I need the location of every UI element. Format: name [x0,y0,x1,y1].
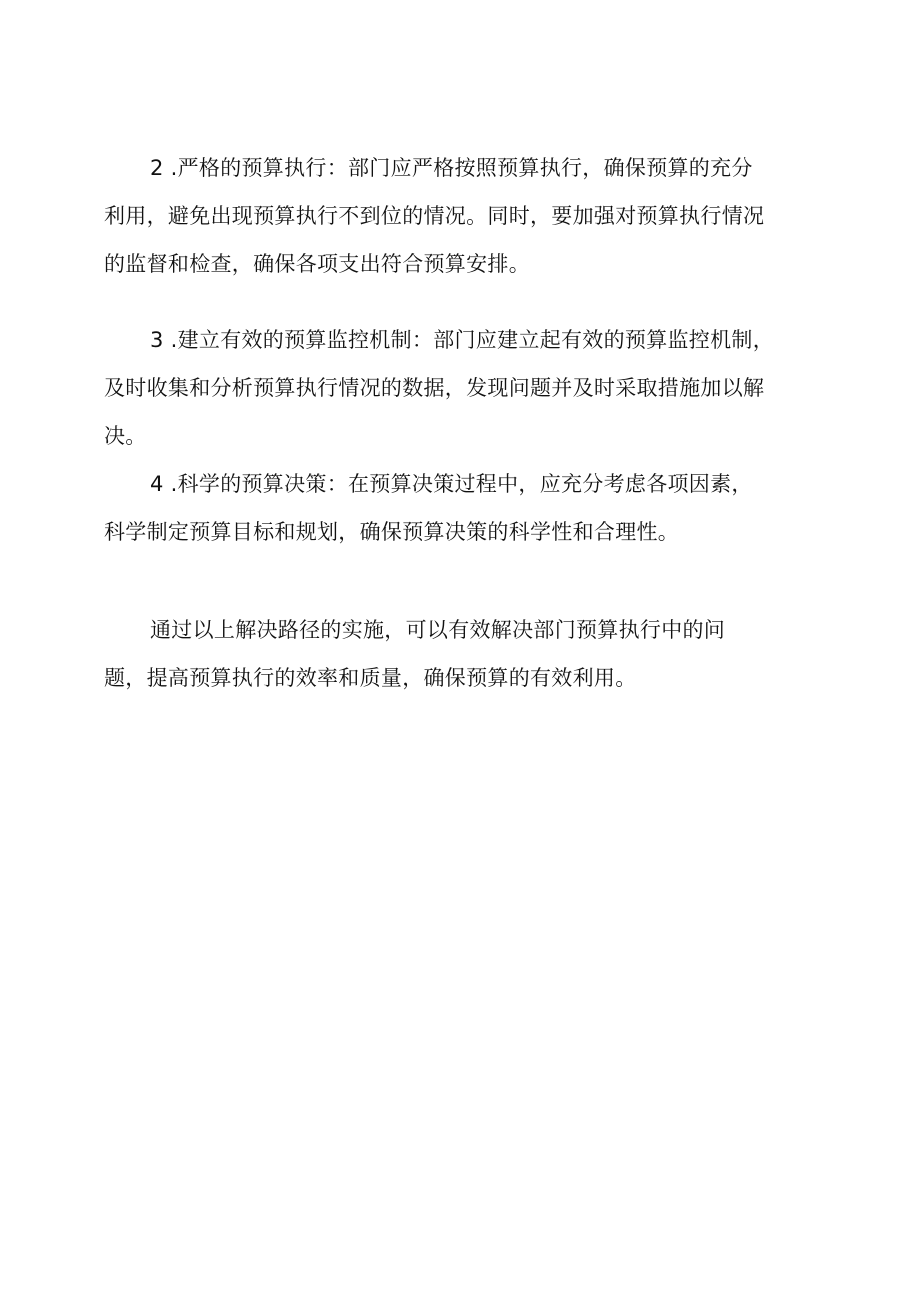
paragraph-line: 及时收集和分析预算执行情况的数据，发现问题并及时采取措施加以解 [104,376,765,400]
paragraph-line: 4 .科学的预算决策：在预算决策过程中，应充分考虑各项因素， [150,472,753,496]
paragraph-line: 3 .建立有效的预算监控机制：部门应建立起有效的预算监控机制， [150,328,775,352]
paragraph-line: 的监督和检查，确保各项支出符合预算安排。 [104,252,530,276]
paragraph-line: 通过以上解决路径的实施，可以有效解决部门预算执行中的问 [150,618,726,642]
paragraph-line: 利用，避免出现预算执行不到位的情况。同时，要加强对预算执行情况 [104,204,765,228]
paragraph-line: 2 .严格的预算执行：部门应严格按照预算执行，确保预算的充分 [150,156,753,180]
paragraph-line: 科学制定预算目标和规划，确保预算决策的科学性和合理性。 [104,520,680,544]
paragraph-line: 题，提高预算执行的效率和质量，确保预算的有效利用。 [104,666,637,690]
paragraph-line: 决。 [104,424,147,448]
